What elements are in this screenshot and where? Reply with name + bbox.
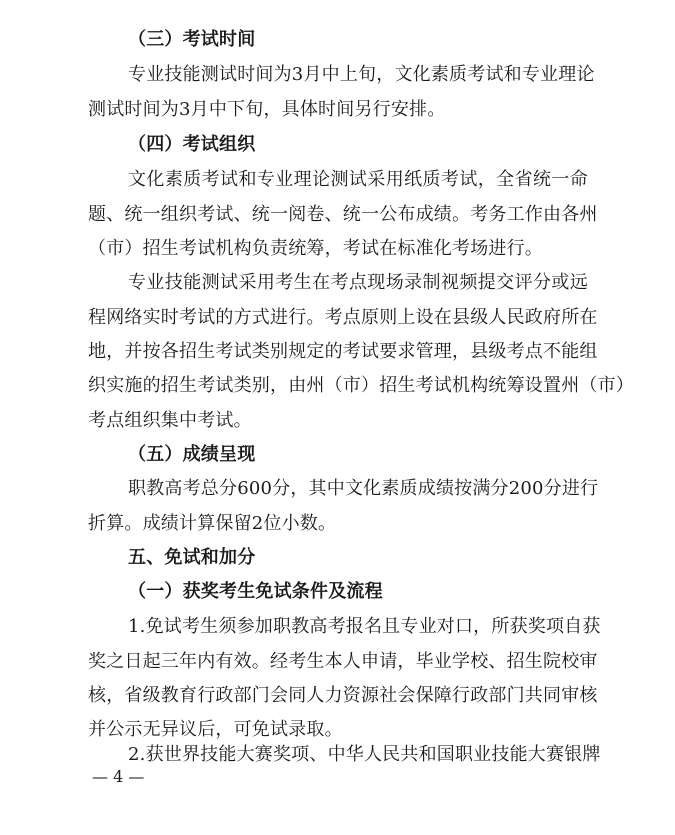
paragraph-line: 考点组织集中考试。 — [88, 410, 252, 431]
paragraph-line: 专业技能测试时间为3月中上旬，文化素质考试和专业理论 — [128, 64, 595, 85]
paragraph-line: 奖之日起三年内有效。经考生本人申请，毕业学校、招生院校审 — [88, 651, 598, 672]
paragraph-line: 2.获世界技能大赛奖项、中华人民共和国职业技能大赛银牌 — [128, 744, 601, 765]
paragraph-line: 地，并按各招生考试类别规定的考试要求管理，县级考点不能组 — [88, 341, 598, 362]
subheading-award-exemption: （一）获奖考生免试条件及流程 — [128, 581, 383, 602]
paragraph-line: 文化素质考试和专业理论测试采用纸质考试，全省统一命 — [128, 169, 588, 190]
paragraph-line: 并公示无异议后，可免试录取。 — [88, 719, 343, 740]
subheading-exam-time: （三）考试时间 — [128, 29, 256, 50]
page-number: — 4 — — [92, 767, 145, 786]
paragraph-line: 织实施的招生考试类别，由州（市）招生考试机构统筹设置州（市） — [88, 375, 634, 396]
paragraph-line: 职教高考总分600分，其中文化素质成绩按满分200分进行 — [128, 478, 599, 499]
section-heading-exemption-bonus: 五、免试和加分 — [128, 547, 256, 568]
paragraph-line: 程网络实时考试的方式进行。考点原则上设在县级人民政府所在 — [88, 307, 598, 328]
paragraph-line: （市）招生考试机构负责统筹，考试在标准化考场进行。 — [88, 238, 543, 259]
paragraph-line: 专业技能测试采用考生在考点现场录制视频提交评分或远 — [128, 272, 588, 293]
paragraph-line: 折算。成绩计算保留2位小数。 — [88, 513, 337, 534]
paragraph-line: 核，省级教育行政部门会同人力资源社会保障行政部门共同审核 — [88, 685, 598, 706]
subheading-score-presentation: （五）成绩呈现 — [128, 444, 256, 465]
paragraph-line: 题、统一组织考试、统一阅卷、统一公布成绩。考务工作由各州 — [88, 204, 598, 225]
subheading-exam-organization: （四）考试组织 — [128, 134, 256, 155]
paragraph-line: 测试时间为3月中下旬，具体时间另行安排。 — [88, 99, 446, 120]
paragraph-line: 1.免试考生须参加职教高考报名且专业对口，所获奖项自获 — [128, 616, 601, 637]
